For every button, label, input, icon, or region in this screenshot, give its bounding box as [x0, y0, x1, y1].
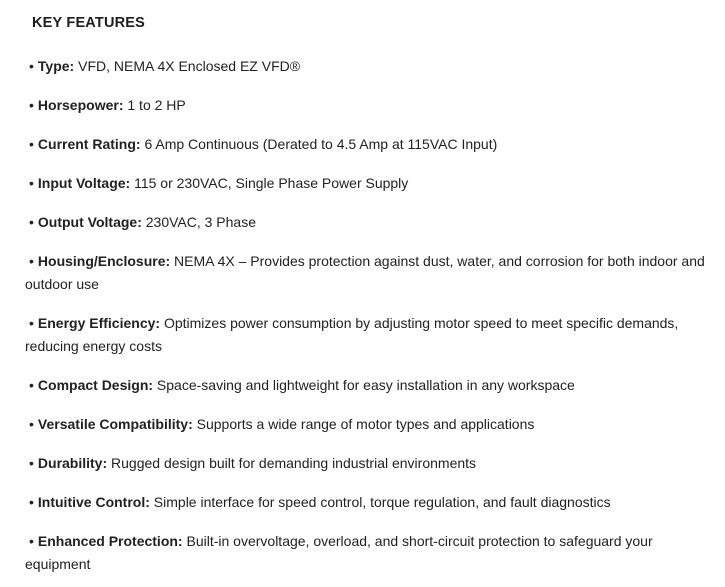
bullet-icon: • — [29, 175, 34, 191]
feature-item — [25, 491, 720, 514]
bullet-icon: • — [29, 377, 34, 393]
feature-item — [25, 250, 720, 296]
feature-text-continued: reducing energy costs — [25, 338, 162, 354]
feature-item — [25, 312, 720, 358]
feature-label: Energy Efficiency: — [37, 315, 161, 331]
feature-label: Input Voltage: — [37, 175, 131, 191]
bullet-icon: • — [29, 253, 34, 269]
bullet-icon: • — [29, 97, 34, 113]
feature-text: 1 to 2 HP — [127, 97, 186, 113]
feature-text: Rugged design built for demanding industrial environments — [111, 455, 477, 471]
feature-label: Versatile Compatibility: — [37, 416, 193, 432]
feature-text: Space-saving and lightweight for easy installation in any workspace — [156, 377, 575, 393]
bullet-icon: • — [29, 455, 34, 471]
key-features-heading: KEY FEATURES — [32, 15, 146, 31]
feature-label: Durability: — [37, 455, 108, 471]
bullet-icon: • — [29, 58, 34, 74]
feature-item — [25, 413, 720, 436]
feature-item — [25, 211, 720, 234]
feature-label: Enhanced Protection: — [37, 533, 183, 549]
feature-text: VFD, NEMA 4X Enclosed EZ VFD® — [78, 58, 301, 74]
bullet-icon: • — [29, 136, 34, 152]
feature-text: Simple interface for speed control, torque regulation, and fault diagnostics — [153, 494, 611, 510]
feature-item — [25, 530, 720, 576]
feature-text: Built-in overvoltage, overload, and short-circuit protection to safeguard your — [186, 533, 653, 549]
feature-label: Current Rating: — [37, 136, 141, 152]
feature-text: Optimizes power consumption by adjusting motor speed to meet specific demands, — [163, 315, 679, 331]
key-features-list — [25, 55, 720, 576]
bullet-icon: • — [29, 533, 34, 549]
feature-label: Intuitive Control: — [37, 494, 150, 510]
feature-item — [25, 172, 720, 195]
feature-text: 6 Amp Continuous (Derated to 4.5 Amp at 115VAC Input) — [144, 136, 498, 152]
feature-item — [25, 94, 720, 117]
feature-label: Type: — [37, 58, 75, 74]
feature-label: Housing/Enclosure: — [37, 253, 171, 269]
feature-label: Compact Design: — [37, 377, 154, 393]
feature-item — [25, 133, 720, 156]
bullet-icon: • — [29, 494, 34, 510]
feature-label: Horsepower: — [37, 97, 124, 113]
bullet-icon: • — [29, 315, 34, 331]
feature-text: 230VAC, 3 Phase — [145, 214, 257, 230]
feature-item — [25, 374, 720, 397]
feature-label: Output Voltage: — [37, 214, 142, 230]
feature-text-continued: outdoor use — [25, 276, 99, 292]
bullet-icon: • — [29, 214, 34, 230]
feature-item — [25, 55, 720, 78]
feature-text: Supports a wide range of motor types and applications — [196, 416, 535, 432]
feature-text: NEMA 4X – Provides protection against dust, water, and corrosion for both indoor and — [174, 253, 705, 269]
feature-text-continued: equipment — [25, 556, 91, 572]
feature-item — [25, 452, 720, 475]
feature-text: 115 or 230VAC, Single Phase Power Supply — [134, 175, 409, 191]
bullet-icon: • — [29, 416, 34, 432]
